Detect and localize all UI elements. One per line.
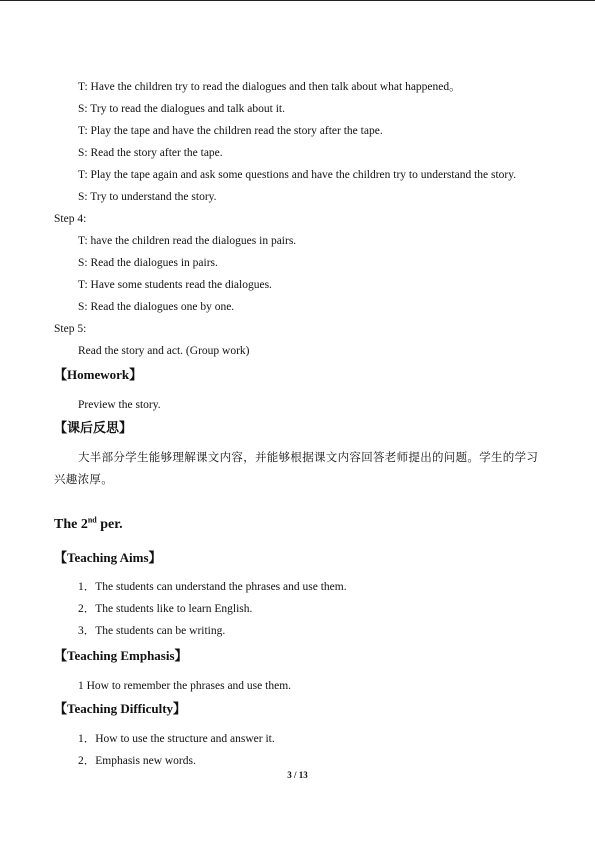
page-top-border (0, 0, 595, 1)
reflection-paragraph: 大半部分学生能够理解课文内容，并能够根据课文内容回答老师提出的问题。学生的学习兴趣浓厚。 (54, 450, 539, 486)
dialogue-line: T: Play the tape again and ask some questions and have the children try to understand the story. (78, 169, 517, 181)
step-5-label: Step 5: (54, 323, 87, 335)
teaching-aims-heading: 【Teaching Aims】 (54, 550, 162, 565)
dialogue-line: T: Have the children try to read the dialogues and then talk about what happened。 (78, 81, 461, 93)
aim-item: 1．The students can understand the phrases and use them. (78, 581, 347, 593)
period-sup: nd (87, 515, 97, 525)
difficulty-item: 2．Emphasis new words. (78, 755, 196, 767)
teaching-emphasis-heading: 【Teaching Emphasis】 (54, 648, 188, 663)
aim-item: 3．The students can be writing. (78, 625, 226, 637)
step-5-line: Read the story and act. (Group work) (78, 345, 250, 357)
reflection-heading: 【课后反思】 (54, 420, 133, 435)
dialogue-line: S: Try to understand the story. (78, 191, 217, 203)
homework-heading: 【Homework】 (54, 367, 143, 382)
dialogue-line: S: Read the story after the tape. (78, 147, 223, 159)
dialogue-line: T: Play the tape and have the children read the story after the tape. (78, 125, 383, 137)
step-4-label: Step 4: (54, 213, 87, 225)
period-heading (54, 517, 123, 533)
dialogue-line: S: Try to read the dialogues and talk about it. (78, 103, 285, 115)
emphasis-line: 1 How to remember the phrases and use them. (78, 680, 292, 692)
difficulty-item: 1．How to use the structure and answer it. (78, 733, 275, 745)
period-prefix: The 2 (54, 517, 88, 532)
period-suffix: per. (96, 517, 123, 532)
dialogue-line: S: Read the dialogues one by one. (78, 301, 235, 313)
dialogue-line: T: have the children read the dialogues in pairs. (78, 235, 297, 247)
dialogue-line: S: Read the dialogues in pairs. (78, 257, 218, 269)
homework-line: Preview the story. (78, 399, 161, 411)
dialogue-line: T: Have some students read the dialogues. (78, 279, 272, 291)
aim-item: 2．The students like to learn English. (78, 603, 253, 615)
teaching-difficulty-heading: 【Teaching Difficulty】 (54, 701, 187, 716)
page-number: 3 / 13 (287, 770, 308, 780)
